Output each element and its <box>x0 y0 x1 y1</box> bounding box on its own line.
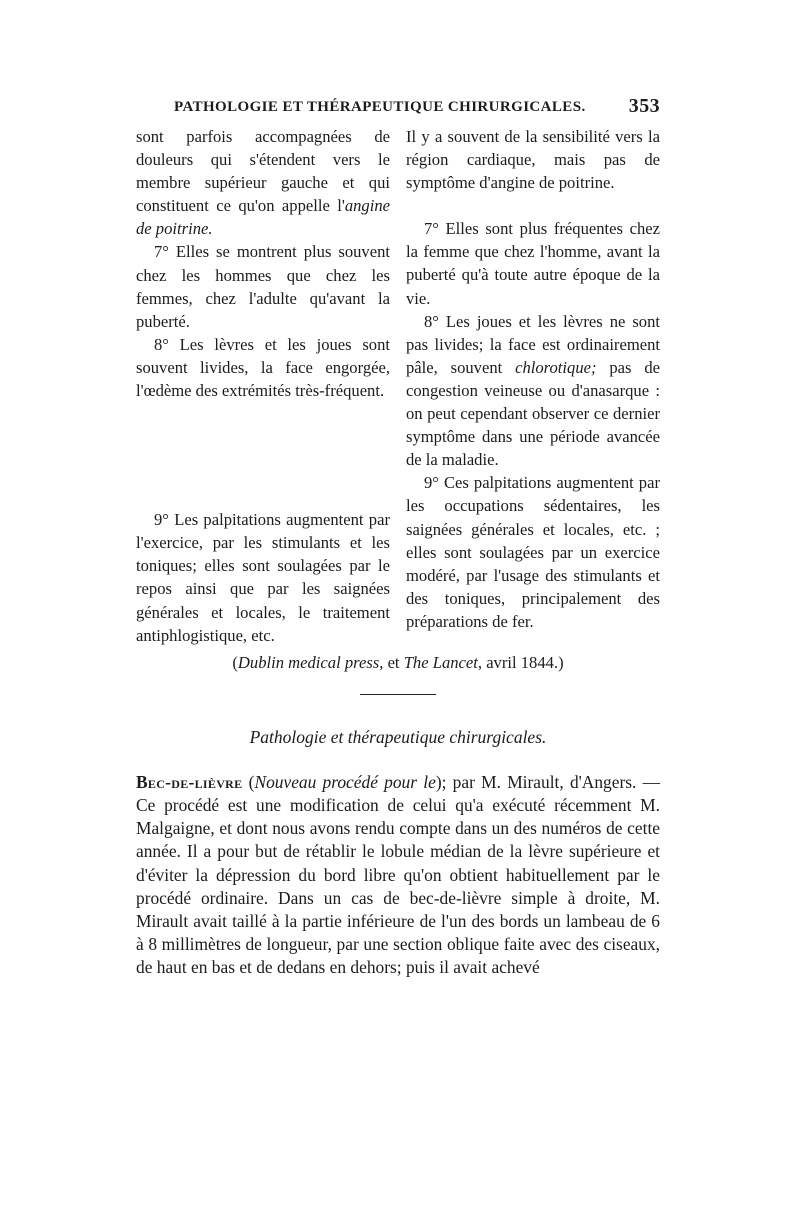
left-paragraph-1: sont parfois accompagnées de douleurs qui s'étendent vers le membre supérieur gauche et qui constituent ce qu'on appelle l'angine de poitrine. <box>136 127 390 239</box>
running-head <box>136 95 660 121</box>
citation-source-2: The Lancet <box>403 652 478 672</box>
left-column <box>136 125 390 647</box>
right-paragraph-4: 9° Ces palpitations augmentent par les occupations sédentaires, les saignées générales et locales, etc. ; elles sont soulagées par un exercice modéré, par l'usage des stimulants et des toniques, principalement des préparations de fer. <box>406 473 660 631</box>
citation: (Dublin medical press, et The Lancet, avril 1844.) <box>232 652 564 672</box>
citation-source-1: Dublin medical press <box>237 652 380 672</box>
section-title: Pathologie et thérapeutique chirurgicales. <box>249 726 547 747</box>
right-column <box>406 125 660 647</box>
article-paragraph: Bec-de-lièvre (Nouveau procédé pour le); par M. Mirault, d'Angers. — Ce procédé est une modification de celui qu'a exécuté récemment M. Malgaigne, et dont nous avons rendu compte dans un des numéros de cette année. Il a pour but de rétablir le lobule médian de la lèvre supérieure et d'éviter la dépression du bord libre qu'on obtient habituellement par le procédé ordinaire. Dans un cas de bec-de-lièvre simple à droite, M. Mirault avait taillé à la partie inférieure de l'un des bords un lambeau de 6 à 8 millimètres de longueur, par une section oblique faite avec des ciseaux, de haut en bas et de dedans en dehors; puis il avait achevé <box>136 771 660 978</box>
book-page <box>136 95 660 980</box>
right-paragraph-3: 8° Les joues et les lèvres ne sont pas livides; la face est ordinairement pâle, souvent chlorotique; pas de congestion veineuse ou d'anasarque : on peut cependant observer ce dernier symptôme dans une période avancée de la maladie. <box>406 311 660 470</box>
right-paragraph-1: Il y a souvent de la sensibilité vers la région cardiaque, mais pas de symptôme d'angine de poitrine. <box>406 127 660 193</box>
running-title: PATHOLOGIE ET THÉRAPEUTIQUE CHIRURGICALES. <box>174 99 586 115</box>
left-paragraph-4: 9° Les palpitations augmentent par l'exercice, par les stimulants et les toniques; elles sont soulagées par le repos ainsi que par les saignées générales et locales, le traitement antiphlogistique, etc. <box>136 510 390 645</box>
left-paragraph-3: 8° Les lèvres et les joues sont souvent livides, la face engorgée, l'œdème des extrémités très-fréquent. <box>136 334 390 401</box>
page-number: 353 <box>628 95 660 117</box>
section-divider <box>360 694 436 695</box>
two-column-comparison <box>136 125 660 647</box>
article-subtitle: Nouveau procédé pour le <box>254 771 436 792</box>
article-headword: Bec-de-lièvre <box>136 771 243 792</box>
left-paragraph-2: 7° Elles se montrent plus souvent chez les hommes que chez les femmes, chez l'adulte qu'avant la puberté. <box>136 242 390 331</box>
right-paragraph-2: 7° Elles sont plus fréquentes chez la femme que chez l'homme, avant la puberté qu'à toute autre époque de la vie. <box>406 219 660 308</box>
